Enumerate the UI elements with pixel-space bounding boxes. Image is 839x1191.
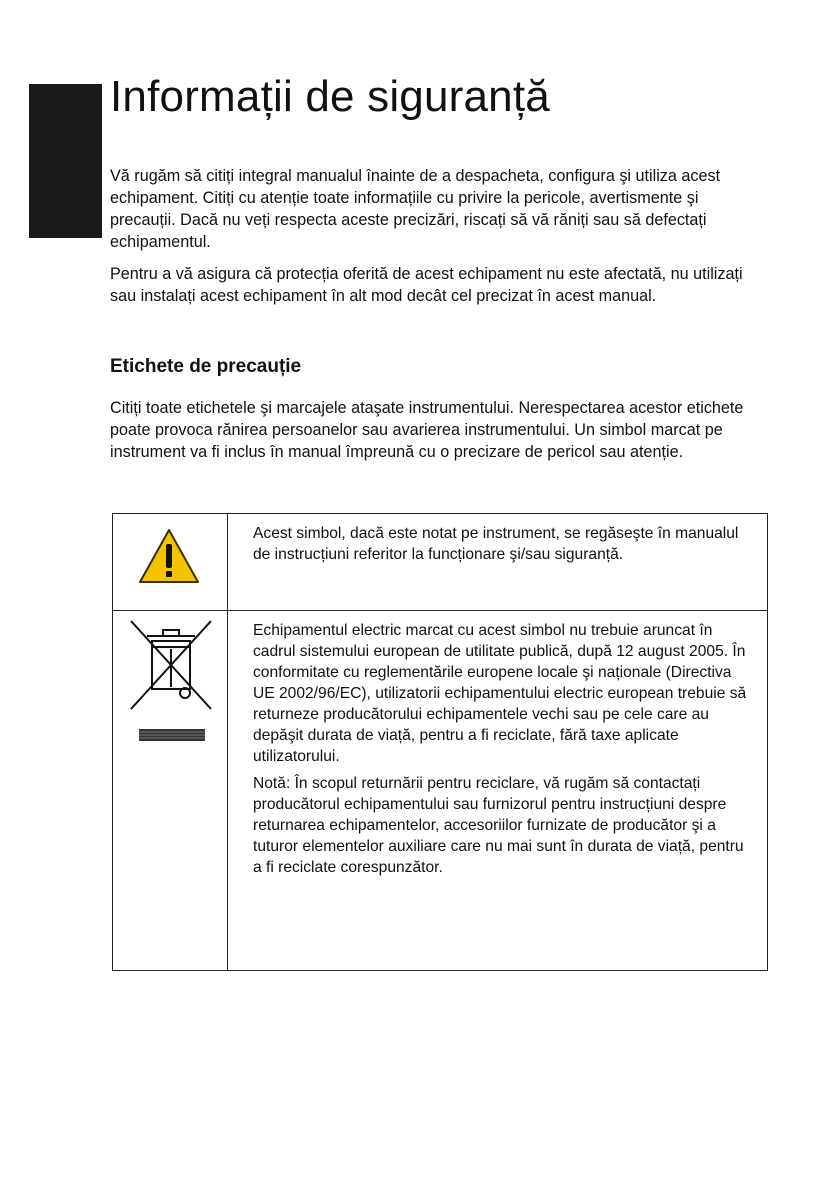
symbol-icon-cell [113,514,228,611]
warning-triangle-icon [137,526,201,586]
crossed-out-wheelie-bin-icon [127,619,217,744]
section-heading: Etichete de precauție [110,356,302,377]
intro-paragraph-2: Pentru a vă asigura că protecția oferită de acest echipament nu este afectată, nu utilizați sau instalați acest echipament în alt mod decât cel precizat în acest manual. [110,265,743,305]
intro-paragraph-1: Vă rugăm să citiți integral manualul înainte de a despacheta, configura şi utiliza acest echipament. Citiți cu atenție toate informațiile cu privire la pericole, avertismente şi precauții. Dacă nu veți respecta aceste precizări, riscați să vă răniți sau să defectați echipamentul. [110,167,721,251]
table-row [113,611,768,971]
weee-symbol-description: Echipamentul electric marcat cu acest simbol nu trebuie aruncat în cadrul sistemului european de utilitate publică, după 12 august 2005. În conformitate cu reglementările europene locale şi naționale (Directiva UE 2002/96/EC), utilizatorii echipamentului electric european trebuie să returneze producătorului echipamentele vechi sau pe cele care au depăşit durata de viață, pentru a fi reciclate, fără taxe aplicate utilizatorului. [253,622,747,765]
precaution-symbols-table [112,513,768,971]
section-tab-marker [29,84,102,238]
table-row [113,514,768,611]
warning-symbol-description: Acest simbol, dacă este notat pe instrument, se regăseşte în manualul de instrucțiuni referitor la funcționare şi/sau siguranță. [253,525,739,563]
page-title: Informații de siguranță [110,72,550,121]
symbol-description-cell [228,611,768,971]
weee-recycling-note: Notă: În scopul returnării pentru reciclare, vă rugăm să contactați producătorul echipamentului sau furnizorul pentru instrucțiuni despre returnarea echipamentelor, accesoriilor furnizate de producător şi a tuturor elementelor auxiliare care nu mai sunt în durata de viață, pentru a fi reciclate corespunzător. [253,775,744,876]
symbol-icon-cell [113,611,228,971]
symbol-description-cell [228,514,768,611]
section-paragraph: Citiți toate etichetele şi marcajele ataşate instrumentului. Nerespectarea acestor etichete poate provoca rănirea persoanelor sau avarierea instrumentului. Un simbol marcat pe instrument va fi inclus în manual împreună cu o precizare de pericol sau atenție. [110,399,744,461]
